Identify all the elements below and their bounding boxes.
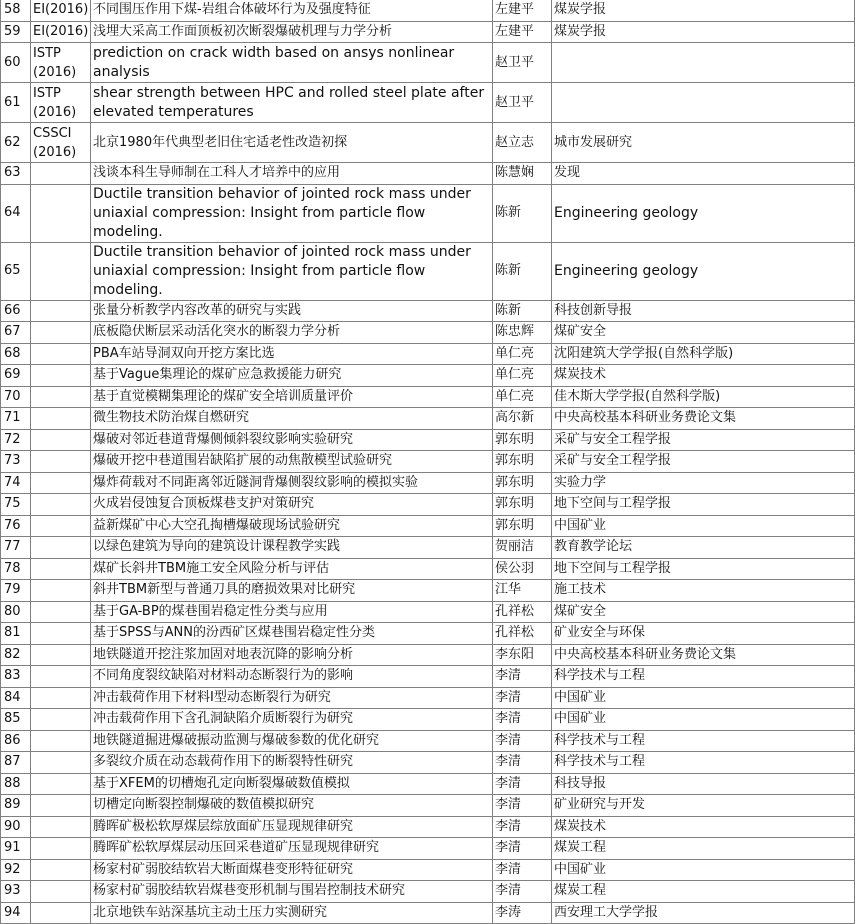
journal-cell: 科学技术与工程 bbox=[552, 730, 855, 752]
paper-title-cell: 爆炸荷载对不同距离邻近隧洞背爆侧裂纹影响的模拟实验 bbox=[91, 472, 493, 494]
table-row bbox=[1, 752, 855, 774]
table-row bbox=[1, 163, 855, 185]
author-cell: 李涛 bbox=[493, 902, 552, 924]
table-row bbox=[1, 558, 855, 580]
journal-cell: 科学技术与工程 bbox=[552, 666, 855, 688]
author-cell: 单仁亮 bbox=[493, 343, 552, 365]
row-number-cell: 78 bbox=[1, 558, 31, 580]
table-row bbox=[1, 515, 855, 537]
author-cell: 李清 bbox=[493, 838, 552, 860]
index-category-cell bbox=[31, 623, 91, 645]
journal-cell: 煤炭工程 bbox=[552, 881, 855, 903]
index-category-cell bbox=[31, 163, 91, 185]
author-cell: 郭东明 bbox=[493, 451, 552, 473]
author-cell: 陈忠辉 bbox=[493, 322, 552, 344]
row-number-cell: 64 bbox=[1, 184, 31, 242]
paper-title-cell: 益新煤矿中心大空孔掏槽爆破现场试验研究 bbox=[91, 515, 493, 537]
index-category-cell bbox=[31, 451, 91, 473]
author-cell: 贺丽洁 bbox=[493, 537, 552, 559]
author-cell: 李清 bbox=[493, 816, 552, 838]
index-category-cell bbox=[31, 472, 91, 494]
author-cell: 左建平 bbox=[493, 21, 552, 43]
index-category-cell bbox=[31, 752, 91, 774]
paper-title-cell: 爆破开挖中巷道围岩缺陷扩展的动焦散模型试验研究 bbox=[91, 451, 493, 473]
row-number-cell: 71 bbox=[1, 408, 31, 430]
author-cell: 李清 bbox=[493, 881, 552, 903]
journal-cell: 施工技术 bbox=[552, 580, 855, 602]
paper-title-cell: 基于SPSS与ANN的汾西矿区煤巷围岩稳定性分类 bbox=[91, 623, 493, 645]
index-category-cell bbox=[31, 300, 91, 322]
author-cell: 单仁亮 bbox=[493, 386, 552, 408]
author-cell: 左建平 bbox=[493, 0, 552, 21]
index-category-cell bbox=[31, 343, 91, 365]
table-row bbox=[1, 451, 855, 473]
paper-title-cell: 煤矿长斜井TBM施工安全风险分析与评估 bbox=[91, 558, 493, 580]
paper-title-cell: 微生物技术防治煤自燃研究 bbox=[91, 408, 493, 430]
row-number-cell: 74 bbox=[1, 472, 31, 494]
row-number-cell: 65 bbox=[1, 242, 31, 300]
index-category-cell bbox=[31, 730, 91, 752]
paper-title-cell: prediction on crack width based on ansys nonlinear analysis bbox=[91, 43, 493, 83]
row-number-cell: 62 bbox=[1, 123, 31, 163]
journal-cell: 西安理工大学学报 bbox=[552, 902, 855, 924]
table-row bbox=[1, 184, 855, 242]
journal-cell: 发现 bbox=[552, 163, 855, 185]
author-cell: 李清 bbox=[493, 687, 552, 709]
journal-cell: 中央高校基本科研业务费论文集 bbox=[552, 644, 855, 666]
table-row bbox=[1, 408, 855, 430]
table-row bbox=[1, 429, 855, 451]
index-category-cell bbox=[31, 902, 91, 924]
paper-title-cell: 浅谈本科生导师制在工科人才培养中的应用 bbox=[91, 163, 493, 185]
row-number-cell: 83 bbox=[1, 666, 31, 688]
table-row bbox=[1, 494, 855, 516]
author-cell: 李清 bbox=[493, 752, 552, 774]
table-row bbox=[1, 838, 855, 860]
index-category-cell bbox=[31, 494, 91, 516]
index-category-cell bbox=[31, 881, 91, 903]
row-number-cell: 70 bbox=[1, 386, 31, 408]
table-row bbox=[1, 322, 855, 344]
journal-cell: 煤炭工程 bbox=[552, 838, 855, 860]
table-row bbox=[1, 730, 855, 752]
author-cell: 李东阳 bbox=[493, 644, 552, 666]
paper-title-cell: 基于Vague集理论的煤矿应急救援能力研究 bbox=[91, 365, 493, 387]
table-row bbox=[1, 0, 855, 21]
author-cell: 郭东明 bbox=[493, 472, 552, 494]
author-cell: 孔祥松 bbox=[493, 623, 552, 645]
row-number-cell: 63 bbox=[1, 163, 31, 185]
row-number-cell: 81 bbox=[1, 623, 31, 645]
index-category-cell bbox=[31, 408, 91, 430]
index-category-cell bbox=[31, 795, 91, 817]
row-number-cell: 85 bbox=[1, 709, 31, 731]
journal-cell: 中国矿业 bbox=[552, 687, 855, 709]
journal-cell: 采矿与安全工程学报 bbox=[552, 451, 855, 473]
journal-cell: 中国矿业 bbox=[552, 515, 855, 537]
row-number-cell: 58 bbox=[1, 0, 31, 21]
author-cell: 陈慧娴 bbox=[493, 163, 552, 185]
index-category-cell bbox=[31, 601, 91, 623]
row-number-cell: 82 bbox=[1, 644, 31, 666]
row-number-cell: 73 bbox=[1, 451, 31, 473]
table-row bbox=[1, 623, 855, 645]
row-number-cell: 87 bbox=[1, 752, 31, 774]
row-number-cell: 94 bbox=[1, 902, 31, 924]
paper-title-cell: 地铁隧道掘进爆破振动监测与爆破参数的优化研究 bbox=[91, 730, 493, 752]
table-row bbox=[1, 343, 855, 365]
index-category-cell bbox=[31, 773, 91, 795]
paper-title-cell: 基于直觉模糊集理论的煤矿安全培训质量评价 bbox=[91, 386, 493, 408]
paper-title-cell: 北京1980年代典型老旧住宅适老性改造初探 bbox=[91, 123, 493, 163]
journal-cell: 矿业安全与环保 bbox=[552, 623, 855, 645]
paper-title-cell: PBA车站导洞双向开挖方案比选 bbox=[91, 343, 493, 365]
journal-cell: 采矿与安全工程学报 bbox=[552, 429, 855, 451]
table-row bbox=[1, 21, 855, 43]
paper-title-cell: Ductile transition behavior of jointed rock mass under uniaxial compression: Insight from particle flow modeling. bbox=[91, 184, 493, 242]
row-number-cell: 60 bbox=[1, 43, 31, 83]
author-cell: 郭东明 bbox=[493, 429, 552, 451]
paper-title-cell: 不同角度裂纹缺陷对材料动态断裂行为的影响 bbox=[91, 666, 493, 688]
index-category-cell: EI(2016) bbox=[31, 21, 91, 43]
journal-cell: 中国矿业 bbox=[552, 859, 855, 881]
author-cell: 单仁亮 bbox=[493, 365, 552, 387]
row-number-cell: 67 bbox=[1, 322, 31, 344]
index-category-cell bbox=[31, 558, 91, 580]
paper-title-cell: 以绿色建筑为导向的建筑设计课程教学实践 bbox=[91, 537, 493, 559]
author-cell: 侯公羽 bbox=[493, 558, 552, 580]
paper-title-cell: shear strength between HPC and rolled steel plate after elevated temperatures bbox=[91, 83, 493, 123]
table-row bbox=[1, 816, 855, 838]
author-cell: 李清 bbox=[493, 666, 552, 688]
paper-title-cell: 腾晖矿松软厚煤层动压回采巷道矿压显现规律研究 bbox=[91, 838, 493, 860]
table-row bbox=[1, 601, 855, 623]
paper-title-cell: 多裂纹介质在动态载荷作用下的断裂特性研究 bbox=[91, 752, 493, 774]
author-cell: 赵卫平 bbox=[493, 43, 552, 83]
paper-title-cell: 地铁隧道开挖注浆加固对地表沉降的影响分析 bbox=[91, 644, 493, 666]
paper-title-cell: 火成岩侵蚀复合顶板煤巷支护对策研究 bbox=[91, 494, 493, 516]
journal-cell: 地下空间与工程学报 bbox=[552, 494, 855, 516]
table-row bbox=[1, 881, 855, 903]
author-cell: 郭东明 bbox=[493, 515, 552, 537]
index-category-cell bbox=[31, 322, 91, 344]
row-number-cell: 80 bbox=[1, 601, 31, 623]
table-row bbox=[1, 859, 855, 881]
row-number-cell: 89 bbox=[1, 795, 31, 817]
paper-title-cell: 腾晖矿极松软厚煤层综放面矿压显现规律研究 bbox=[91, 816, 493, 838]
index-category-cell: CSSCI (2016) bbox=[31, 123, 91, 163]
journal-cell: 煤矿安全 bbox=[552, 322, 855, 344]
journal-cell: 中国矿业 bbox=[552, 709, 855, 731]
index-category-cell: ISTP (2016) bbox=[31, 43, 91, 83]
publication-table-body bbox=[1, 0, 855, 924]
author-cell: 李清 bbox=[493, 773, 552, 795]
paper-title-cell: 不同围压作用下煤-岩组合体破坏行为及强度特征 bbox=[91, 0, 493, 21]
paper-title-cell: 爆破对邻近巷道背爆侧倾斜裂纹影响实验研究 bbox=[91, 429, 493, 451]
row-number-cell: 75 bbox=[1, 494, 31, 516]
journal-cell: 实验力学 bbox=[552, 472, 855, 494]
journal-cell: Engineering geology bbox=[552, 242, 855, 300]
paper-title-cell: 浅埋大采高工作面顶板初次断裂爆破机理与力学分析 bbox=[91, 21, 493, 43]
table-row bbox=[1, 300, 855, 322]
table-row bbox=[1, 666, 855, 688]
paper-title-cell: 切槽定向断裂控制爆破的数值模拟研究 bbox=[91, 795, 493, 817]
row-number-cell: 91 bbox=[1, 838, 31, 860]
index-category-cell bbox=[31, 687, 91, 709]
journal-cell: 科技创新导报 bbox=[552, 300, 855, 322]
index-category-cell bbox=[31, 365, 91, 387]
author-cell: 李清 bbox=[493, 859, 552, 881]
row-number-cell: 86 bbox=[1, 730, 31, 752]
index-category-cell bbox=[31, 580, 91, 602]
paper-title-cell: 杨家村矿弱胶结软岩大断面煤巷变形特征研究 bbox=[91, 859, 493, 881]
table-row bbox=[1, 709, 855, 731]
author-cell: 陈新 bbox=[493, 300, 552, 322]
index-category-cell bbox=[31, 838, 91, 860]
author-cell: 江华 bbox=[493, 580, 552, 602]
row-number-cell: 76 bbox=[1, 515, 31, 537]
index-category-cell bbox=[31, 709, 91, 731]
author-cell: 李清 bbox=[493, 730, 552, 752]
journal-cell: 煤炭学报 bbox=[552, 0, 855, 21]
paper-title-cell: 斜井TBM新型与普通刀具的磨损效果对比研究 bbox=[91, 580, 493, 602]
paper-title-cell: 北京地铁车站深基坑主动土压力实测研究 bbox=[91, 902, 493, 924]
index-category-cell bbox=[31, 644, 91, 666]
paper-title-cell: 冲击载荷作用下含孔洞缺陷介质断裂行为研究 bbox=[91, 709, 493, 731]
row-number-cell: 68 bbox=[1, 343, 31, 365]
author-cell: 赵立志 bbox=[493, 123, 552, 163]
journal-cell: 科学技术与工程 bbox=[552, 752, 855, 774]
table-row bbox=[1, 123, 855, 163]
author-cell: 郭东明 bbox=[493, 494, 552, 516]
journal-cell bbox=[552, 43, 855, 83]
paper-title-cell: 冲击载荷作用下材料Ⅰ型动态断裂行为研究 bbox=[91, 687, 493, 709]
row-number-cell: 93 bbox=[1, 881, 31, 903]
author-cell: 孔祥松 bbox=[493, 601, 552, 623]
author-cell: 陈新 bbox=[493, 242, 552, 300]
paper-title-cell: 底板隐伏断层采动活化突水的断裂力学分析 bbox=[91, 322, 493, 344]
row-number-cell: 61 bbox=[1, 83, 31, 123]
index-category-cell bbox=[31, 184, 91, 242]
row-number-cell: 79 bbox=[1, 580, 31, 602]
index-category-cell bbox=[31, 537, 91, 559]
index-category-cell bbox=[31, 429, 91, 451]
table-row bbox=[1, 902, 855, 924]
row-number-cell: 59 bbox=[1, 21, 31, 43]
index-category-cell bbox=[31, 666, 91, 688]
row-number-cell: 72 bbox=[1, 429, 31, 451]
row-number-cell: 88 bbox=[1, 773, 31, 795]
journal-cell: 煤炭技术 bbox=[552, 816, 855, 838]
author-cell: 高尔新 bbox=[493, 408, 552, 430]
index-category-cell bbox=[31, 859, 91, 881]
table-row bbox=[1, 795, 855, 817]
index-category-cell: EI(2016) bbox=[31, 0, 91, 21]
paper-title-cell: 杨家村矿弱胶结软岩煤巷变形机制与围岩控制技术研究 bbox=[91, 881, 493, 903]
journal-cell: Engineering geology bbox=[552, 184, 855, 242]
journal-cell: 沈阳建筑大学学报(自然科学版) bbox=[552, 343, 855, 365]
author-cell: 陈新 bbox=[493, 184, 552, 242]
journal-cell: 佳木斯大学学报(自然科学版) bbox=[552, 386, 855, 408]
table-row bbox=[1, 580, 855, 602]
paper-title-cell: 基于XFEM的切槽炮孔定向断裂爆破数值模拟 bbox=[91, 773, 493, 795]
table-row bbox=[1, 687, 855, 709]
journal-cell: 教育教学论坛 bbox=[552, 537, 855, 559]
table-row bbox=[1, 365, 855, 387]
table-row bbox=[1, 472, 855, 494]
table-row bbox=[1, 644, 855, 666]
table-row bbox=[1, 386, 855, 408]
index-category-cell bbox=[31, 816, 91, 838]
author-cell: 李清 bbox=[493, 795, 552, 817]
journal-cell: 中央高校基本科研业务费论文集 bbox=[552, 408, 855, 430]
index-category-cell: ISTP (2016) bbox=[31, 83, 91, 123]
paper-title-cell: Ductile transition behavior of jointed rock mass under uniaxial compression: Insight from particle flow modeling. bbox=[91, 242, 493, 300]
paper-title-cell: 基于GA-BP的煤巷围岩稳定性分类与应用 bbox=[91, 601, 493, 623]
journal-cell: 煤矿安全 bbox=[552, 601, 855, 623]
journal-cell: 煤炭学报 bbox=[552, 21, 855, 43]
index-category-cell bbox=[31, 242, 91, 300]
table-row bbox=[1, 242, 855, 300]
row-number-cell: 77 bbox=[1, 537, 31, 559]
table-row bbox=[1, 43, 855, 83]
table-row bbox=[1, 537, 855, 559]
index-category-cell bbox=[31, 515, 91, 537]
table-row bbox=[1, 773, 855, 795]
journal-cell: 城市发展研究 bbox=[552, 123, 855, 163]
journal-cell: 煤炭技术 bbox=[552, 365, 855, 387]
journal-cell bbox=[552, 83, 855, 123]
journal-cell: 地下空间与工程学报 bbox=[552, 558, 855, 580]
journal-cell: 矿业研究与开发 bbox=[552, 795, 855, 817]
journal-cell: 科技导报 bbox=[552, 773, 855, 795]
paper-title-cell: 张量分析教学内容改革的研究与实践 bbox=[91, 300, 493, 322]
row-number-cell: 84 bbox=[1, 687, 31, 709]
author-cell: 赵卫平 bbox=[493, 83, 552, 123]
table-row bbox=[1, 83, 855, 123]
author-cell: 李清 bbox=[493, 709, 552, 731]
row-number-cell: 92 bbox=[1, 859, 31, 881]
row-number-cell: 90 bbox=[1, 816, 31, 838]
row-number-cell: 69 bbox=[1, 365, 31, 387]
row-number-cell: 66 bbox=[1, 300, 31, 322]
index-category-cell bbox=[31, 386, 91, 408]
